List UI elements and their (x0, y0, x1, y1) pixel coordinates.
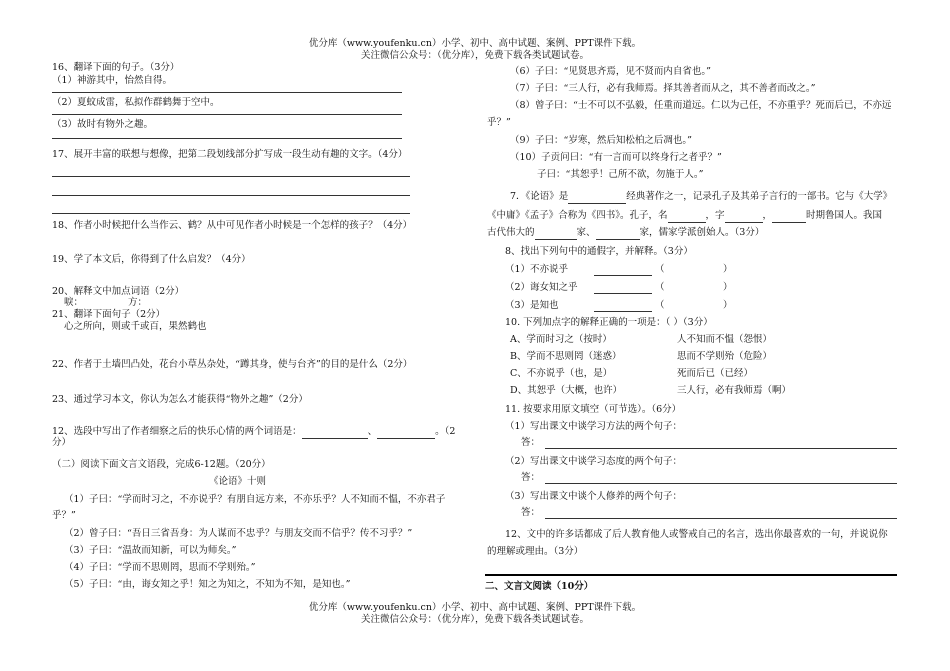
paren-close: ） (723, 300, 733, 311)
q23-prompt: 23、通过学习本文，你认为怎么才能获得“物外之趣”（2分） (52, 394, 308, 405)
q12-score-wrap: 分） (52, 437, 72, 448)
section-heading: 二、文言文阅读（10分） (485, 581, 594, 592)
passage-para-8-cont: 乎？” (487, 117, 511, 128)
passage-para-8: （8）曾子曰：“士不可以不弘毅，任重而道远。仁以为己任，不亦重乎？死而后已，不亦远 (510, 100, 892, 111)
answer-line[interactable] (545, 518, 897, 519)
answer-blank[interactable] (725, 210, 763, 223)
answer-line[interactable] (52, 92, 402, 93)
answer-blank[interactable] (668, 210, 706, 223)
header-line-2: 关注微信公众号：（优分库），免费下载各类试题试卷。 (360, 50, 589, 61)
answer-line[interactable] (52, 114, 402, 115)
passage-para-10: （10）子贡问曰：“有一言而可以终身行之者乎？” (510, 152, 722, 163)
passage-para-2: （2）曾子曰：“吾日三省吾身：为人谋而不忠乎？与朋友交而不信乎？传不习乎？” (64, 528, 413, 539)
answer-label: 答： (521, 507, 541, 518)
paren-open: （ (655, 282, 665, 293)
q11-item-2: （2）写出课文中谈学习态度的两个句子： (505, 456, 683, 467)
passage-para-9: （9）子曰：“岁寒，然后知松柏之后凋也。” (510, 135, 693, 146)
passage-para-6: （6）子曰：“见贤思齐焉，见不贤而内自省也。” (510, 66, 712, 77)
answer-blank[interactable] (302, 426, 368, 439)
answer-blank[interactable] (568, 191, 626, 204)
passage-para-1: （1）子曰：“学而时习之，不亦说乎？有朋自远方来，不亦乐乎？人不知而不愠，不亦君子 (64, 494, 446, 505)
q20-term-a: 唳： (64, 297, 84, 308)
q8-item-1: （1）不亦说乎 (505, 264, 569, 275)
answer-line[interactable] (52, 213, 410, 214)
q16-item-1: （1）神游其中，怡然自得。 (52, 75, 173, 86)
paren-open: （ (655, 300, 665, 311)
answer-blank[interactable] (596, 227, 640, 240)
section-2-heading: （二）阅读下面文言文语段，完成6-12题。（20分） (52, 459, 271, 470)
q17-prompt: 17、展开丰富的联想与想像，把第二段划线部分扩写成一段生动有趣的文字。（4分） (52, 149, 408, 160)
page-footer (0, 602, 950, 626)
answer-label: 答： (521, 472, 541, 483)
q7-line-2: 《中庸》《孟子》合称为《四书》。孔子，名 ，字 ， 时期鲁国人。我国 (487, 210, 883, 221)
answer-blank[interactable] (594, 264, 652, 276)
q20-prompt: 20、解释文中加点词语（2分） (52, 286, 185, 297)
q16-item-2: （2）夏蚊成雷，私拟作群鹤舞于空中。 (52, 97, 220, 108)
q21-sentence: 心之所向，则或千或百，果然鹤也 (64, 321, 207, 332)
header-line-1: 优分库（www.youfenku.cn）小学、初中、高中试题、案例、PPT课件下载。 (308, 38, 642, 49)
q22-prompt: 22、作者于土墙凹凸处，花台小草丛杂处，“蹲其身，使与台齐”的目的是什么（2分） (52, 359, 413, 370)
passage-para-4: （4）子曰：“学而不思则罔，思而不学则殆。” (64, 562, 256, 573)
footer-line-2: 关注微信公众号：（优分库），免费下载各类试题试卷。 (360, 614, 589, 625)
q21-prompt: 21、翻译下面句子（2分） (52, 309, 166, 320)
q18-prompt: 18、作者小时候把什么当作云、鹤？从中可见作者小时候是一个怎样的孩子？（4分） (52, 220, 413, 231)
answer-line[interactable] (545, 448, 897, 449)
passage-para-1-cont: 乎？” (52, 510, 76, 521)
answer-blank[interactable] (594, 282, 652, 294)
q16-prompt: 16、翻译下面的句子。（3分） (52, 62, 180, 73)
q8-prompt: 8、找出下列句中的通假字，并解释。（3分） (505, 246, 693, 257)
answer-blank[interactable] (377, 426, 435, 439)
answer-blank[interactable] (594, 300, 652, 312)
q10-option-b-right: 思而不学则殆（危险） (677, 351, 773, 362)
q20-term-b: 方： (128, 297, 148, 308)
answer-line[interactable] (52, 195, 410, 196)
q16-item-3: （3）故时有物外之趣。 (52, 119, 154, 130)
q10-option-b-left: B、学而不思则罔（迷惑） (510, 351, 622, 362)
footer-line-1: 优分库（www.youfenku.cn）小学、初中、高中试题、案例、PPT课件下载。 (308, 602, 642, 613)
passage-para-10-cont: 子曰：“其恕乎！己所不欲，勿施于人。” (537, 169, 704, 180)
passage-title: 《论语》十则 (208, 476, 266, 487)
q12-prompt: 12、选段中写出了作者细察之后的快乐心情的两个词语是： 、 。（2 (52, 426, 456, 437)
q12-prompt-cont: 的理解或理由。（3分） (487, 546, 584, 557)
passage-para-3: （3）子曰：“温故而知新，可以为师矣。” (64, 545, 237, 556)
q7-line-3: 古代伟大的 家、 家，儒家学派创始人。（3分） (487, 227, 765, 238)
passage-para-7: （7）子曰：“三人行，必有我师焉。择其善者而从之，其不善者而改之。” (510, 83, 816, 94)
q10-option-c-left: C、不亦说乎（也，是） (510, 368, 613, 379)
answer-blank[interactable] (535, 227, 577, 240)
q12-prompt: 12、文中的许多话都成了后人教育他人或警戒自己的名言，选出你最喜欢的一句，并说说你 (505, 529, 888, 540)
paren-close: ） (723, 282, 733, 293)
q10-option-a-left: A、学而时习之（按时） (510, 334, 612, 345)
answer-blank[interactable] (772, 210, 806, 223)
q11-prompt: 11. 按要求用原文填空（可节选）。（6分） (505, 404, 682, 415)
q11-item-3: （3）写出课文中谈个人修养的两个句子： (505, 491, 683, 502)
paren-close: ） (723, 264, 733, 275)
paren-open: （ (655, 264, 665, 275)
answer-label: 答： (521, 437, 541, 448)
answer-line[interactable] (545, 483, 897, 484)
q7-line-1: 7．《论语》是 经典著作之一，记录孔子及其弟子言行的一部书。它与《大学》 (510, 191, 893, 202)
q19-prompt: 19、学了本文后，你得到了什么启发？（4分） (52, 254, 251, 265)
answer-line[interactable] (52, 176, 410, 177)
q11-item-1: （1）写出课文中谈学习方法的两个句子： (505, 421, 683, 432)
right-column (475, 0, 950, 671)
answer-line[interactable] (52, 138, 402, 139)
q10-option-a-right: 人不知而不愠（怨恨） (677, 334, 773, 345)
q10-option-d-left: D、其恕乎（大概，也许） (510, 385, 623, 396)
passage-para-5: （5）子曰：“由，诲女知之乎！知之为知之，不知为不知，是知也。” (64, 579, 351, 590)
q10-option-d-right: 三人行，必有我师焉（啊） (677, 385, 792, 396)
q10-prompt: 10. 下列加点字的解释正确的一项是：（ ）（3分） (505, 317, 713, 328)
q8-item-2: （2）诲女知之乎 (505, 282, 578, 293)
section-divider (485, 574, 897, 576)
q10-option-c-right: 死而后已（已经） (677, 368, 754, 379)
q8-item-3: （3）是知也 (505, 300, 559, 311)
